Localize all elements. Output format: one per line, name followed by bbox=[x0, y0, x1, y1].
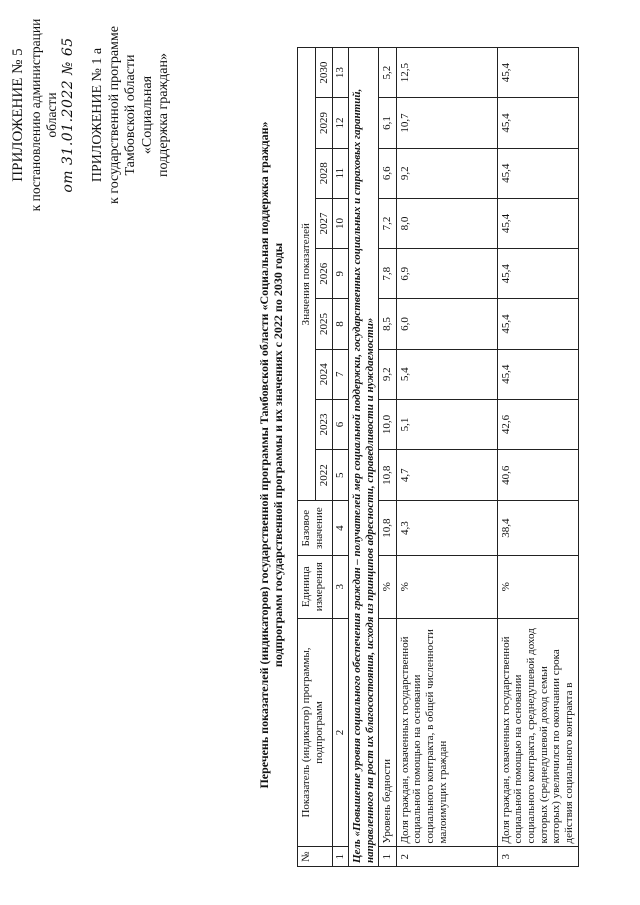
row-year-value: 4,7 bbox=[396, 450, 497, 501]
row-num: 3 bbox=[497, 847, 578, 867]
row-year-value: 45,4 bbox=[497, 299, 578, 349]
row-year-value: 40,6 bbox=[497, 450, 578, 501]
table-row bbox=[497, 48, 578, 867]
row-year-value: 9,2 bbox=[379, 349, 397, 399]
row-year-value: 45,4 bbox=[497, 198, 578, 248]
goal-row bbox=[348, 48, 378, 867]
column-number: 12 bbox=[333, 98, 349, 148]
row-year-value: 6,6 bbox=[379, 148, 397, 198]
row-year-value: 12,5 bbox=[396, 48, 497, 98]
row-year-value: 8,0 bbox=[396, 198, 497, 248]
row-year-value: 6,1 bbox=[379, 98, 397, 148]
year-header: 2022 bbox=[315, 450, 333, 501]
row-year-value: 9,2 bbox=[396, 148, 497, 198]
header-values: Значения показателей bbox=[298, 48, 316, 501]
row-unit: % bbox=[497, 555, 578, 618]
indicators-table bbox=[297, 47, 579, 867]
program-annex-line: к государственной программе bbox=[106, 26, 122, 204]
row-year-value: 5,4 bbox=[396, 349, 497, 399]
column-number: 9 bbox=[333, 249, 349, 299]
year-header: 2026 bbox=[315, 249, 333, 299]
year-header: 2030 bbox=[315, 48, 333, 98]
row-year-value: 6,0 bbox=[396, 299, 497, 349]
appendix-block bbox=[10, 15, 76, 215]
row-year-value: 45,4 bbox=[497, 98, 578, 148]
row-base-value: 38,4 bbox=[497, 501, 578, 555]
column-number: 8 bbox=[333, 299, 349, 349]
program-annex-title: ПРИЛОЖЕНИЕ № 1 а bbox=[90, 47, 105, 183]
row-year-value: 45,4 bbox=[497, 148, 578, 198]
table-row bbox=[396, 48, 497, 867]
program-annex-line: Тамбовской области «Социальная bbox=[123, 54, 155, 176]
column-number: 2 bbox=[333, 618, 349, 847]
row-year-value: 45,4 bbox=[497, 249, 578, 299]
row-indicator-name: Уровень бедности bbox=[379, 618, 397, 847]
column-number: 6 bbox=[333, 399, 349, 449]
year-header: 2025 bbox=[315, 299, 333, 349]
year-header: 2023 bbox=[315, 399, 333, 449]
column-number: 1 bbox=[333, 847, 349, 867]
header-row bbox=[298, 48, 316, 867]
row-base-value: 10,8 bbox=[379, 501, 397, 555]
row-year-value: 5,1 bbox=[396, 399, 497, 449]
row-base-value: 4,3 bbox=[396, 501, 497, 555]
row-year-value: 10,0 bbox=[379, 399, 397, 449]
row-unit: % bbox=[396, 555, 497, 618]
header-unit: Единица измерения bbox=[298, 555, 333, 618]
header-indicator: Показатель (индикатор) программы, подпрограмм bbox=[298, 618, 333, 847]
title-line: Перечень показателей (индикаторов) государственной программы Тамбовской области «Социальная поддержка граждан» bbox=[257, 121, 271, 789]
header-base: Базовое значение bbox=[298, 501, 333, 555]
row-num: 1 bbox=[379, 847, 397, 867]
table-row bbox=[379, 48, 397, 867]
title-line: подпрограмм государственной программы и их значениях с 2022 по 2030 годы bbox=[270, 242, 285, 668]
row-unit: % bbox=[379, 555, 397, 618]
row-year-value: 10,7 bbox=[396, 98, 497, 148]
row-year-value: 42,6 bbox=[497, 399, 578, 449]
row-year-value: 7,8 bbox=[379, 249, 397, 299]
document-title bbox=[258, 65, 286, 845]
column-number: 5 bbox=[333, 450, 349, 501]
row-indicator-name: Доля граждан, охваченных государственной социальной помощью на основании социального контракта, в общей численности малоимущих граждан bbox=[396, 618, 497, 847]
row-year-value: 5,2 bbox=[379, 48, 397, 98]
year-header: 2024 bbox=[315, 349, 333, 399]
appendix-title: ПРИЛОЖЕНИЕ № 5 bbox=[10, 48, 26, 182]
handwritten-date-number: от 31.01.2022 № 65 bbox=[59, 37, 76, 193]
column-number: 10 bbox=[333, 198, 349, 248]
column-numbers-row bbox=[333, 48, 349, 867]
program-annex-line: поддержка граждан» bbox=[156, 53, 172, 177]
program-annex-block bbox=[90, 15, 173, 215]
year-header: 2027 bbox=[315, 198, 333, 248]
header-num: № bbox=[298, 847, 333, 867]
column-number: 3 bbox=[333, 555, 349, 618]
row-num: 2 bbox=[396, 847, 497, 867]
year-header: 2029 bbox=[315, 98, 333, 148]
column-number: 13 bbox=[333, 48, 349, 98]
goal-text: Цель «Повышение уровня социального обеспечения граждан – получателей мер социальной поддержки, государственных социальных и страховых гарантий, направленного на рост их благосостояния, исходя из принципов адресности, справедливости и нуждаемости» bbox=[348, 48, 378, 867]
column-number: 7 bbox=[333, 349, 349, 399]
row-year-value: 8,5 bbox=[379, 299, 397, 349]
row-year-value: 45,4 bbox=[497, 349, 578, 399]
row-year-value: 45,4 bbox=[497, 48, 578, 98]
row-year-value: 7,2 bbox=[379, 198, 397, 248]
column-number: 11 bbox=[333, 148, 349, 198]
year-header: 2028 bbox=[315, 148, 333, 198]
row-indicator-name: Доля граждан, охваченных государственной социальной помощью на основании социального контракта, среднедушевой доход которых (среднедушевой доход семьи которых) увеличился по окончании срока действия социального контракта в bbox=[497, 618, 578, 847]
column-number: 4 bbox=[333, 501, 349, 555]
row-year-value: 6,9 bbox=[396, 249, 497, 299]
appendix-line: к постановлению администрации области bbox=[27, 18, 59, 212]
row-year-value: 10,8 bbox=[379, 450, 397, 501]
